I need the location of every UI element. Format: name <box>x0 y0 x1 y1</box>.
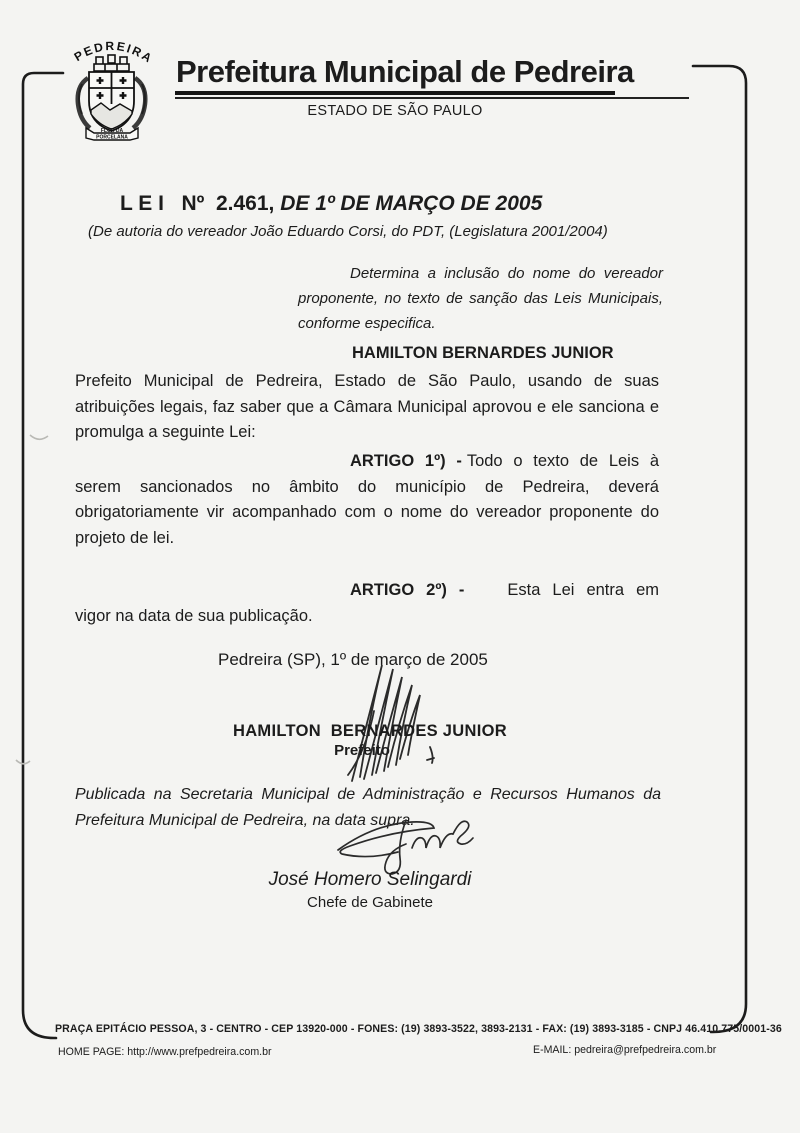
preamble-paragraph: Prefeito Municipal de Pedreira, Estado de São Paulo, usando de suas atribuições legais, faz saber que a Câmara Municipal aprovou e ele sanciona e promulga a seguinte Lei: <box>75 372 659 441</box>
dateline: Pedreira (SP), 1º de março de 2005 <box>218 650 488 669</box>
law-authorship: (De autoria do vereador João Eduardo Corsi, do PDT, (Legislatura 2001/2004) <box>88 223 608 240</box>
header-title: Prefeitura Municipal de Pedreira <box>176 54 634 89</box>
chief-name: José Homero Selingardi <box>268 869 472 890</box>
article-1-text: Todo o texto de Leis à serem sancionados no âmbito do município de Pedreira, deverá obrigatoriamente vir acompanhado com o nome do vereador proponente do projeto de lei. <box>75 452 660 547</box>
publication-note: Publicada na Secretaria Municipal de Administração e Recursos Humanos da Prefeitura Municipal de Pedreira, na data supra. <box>75 786 661 829</box>
article-2 <box>75 578 659 629</box>
mayor-signature-scribble <box>330 655 460 785</box>
mayor-name-signature: HAMILTON BERNARDES JUNIOR <box>233 722 507 740</box>
law-number: L E I Nº 2.461, <box>120 192 275 215</box>
law-summary: Determina a inclusão do nome do vereador proponente, no texto de sanção das Leis Municipais, conforme especifica. <box>298 265 663 332</box>
footer-email: E-MAIL: pedreira@prefpedreira.com.br <box>533 1044 717 1056</box>
pedreira-coat-of-arms-logo <box>58 30 166 142</box>
header-underline-thick <box>175 91 615 95</box>
footer-homepage: HOME PAGE: http://www.prefpedreira.com.br <box>58 1046 272 1058</box>
header-subtitle: ESTADO DE SÃO PAULO <box>307 103 483 119</box>
article-2-label: ARTIGO 2º) - <box>350 581 465 599</box>
chief-role: Chefe de Gabinete <box>307 894 433 911</box>
mayor-name-preamble: HAMILTON BERNARDES JUNIOR <box>352 344 614 362</box>
law-title <box>120 192 542 216</box>
article-1 <box>75 449 659 551</box>
law-date: DE 1º DE MARÇO DE 2005 <box>274 192 543 215</box>
logo-ribbon-line2: PORCELANA <box>96 134 128 141</box>
header-underline-thin <box>175 97 689 99</box>
article-2-text: Esta Lei entra em vigor na data de sua publicação. <box>75 581 659 625</box>
footer-address: PRAÇA EPITÁCIO PESSOA, 3 - CENTRO - CEP 13920-000 - FONES: (19) 3893-3522, 3893-2131 - FAX: (19) 3893-3185 - CNPJ 46.410.775/0001-36 <box>55 1023 782 1035</box>
scan-artifact-marks <box>0 0 60 800</box>
mayor-role: Prefeito <box>334 742 390 759</box>
article-1-label: ARTIGO 1º) - <box>350 452 462 470</box>
logo-ribbon-line1: FLOR DA <box>100 128 124 134</box>
logo-top-text: PEDREIRA <box>71 38 156 67</box>
